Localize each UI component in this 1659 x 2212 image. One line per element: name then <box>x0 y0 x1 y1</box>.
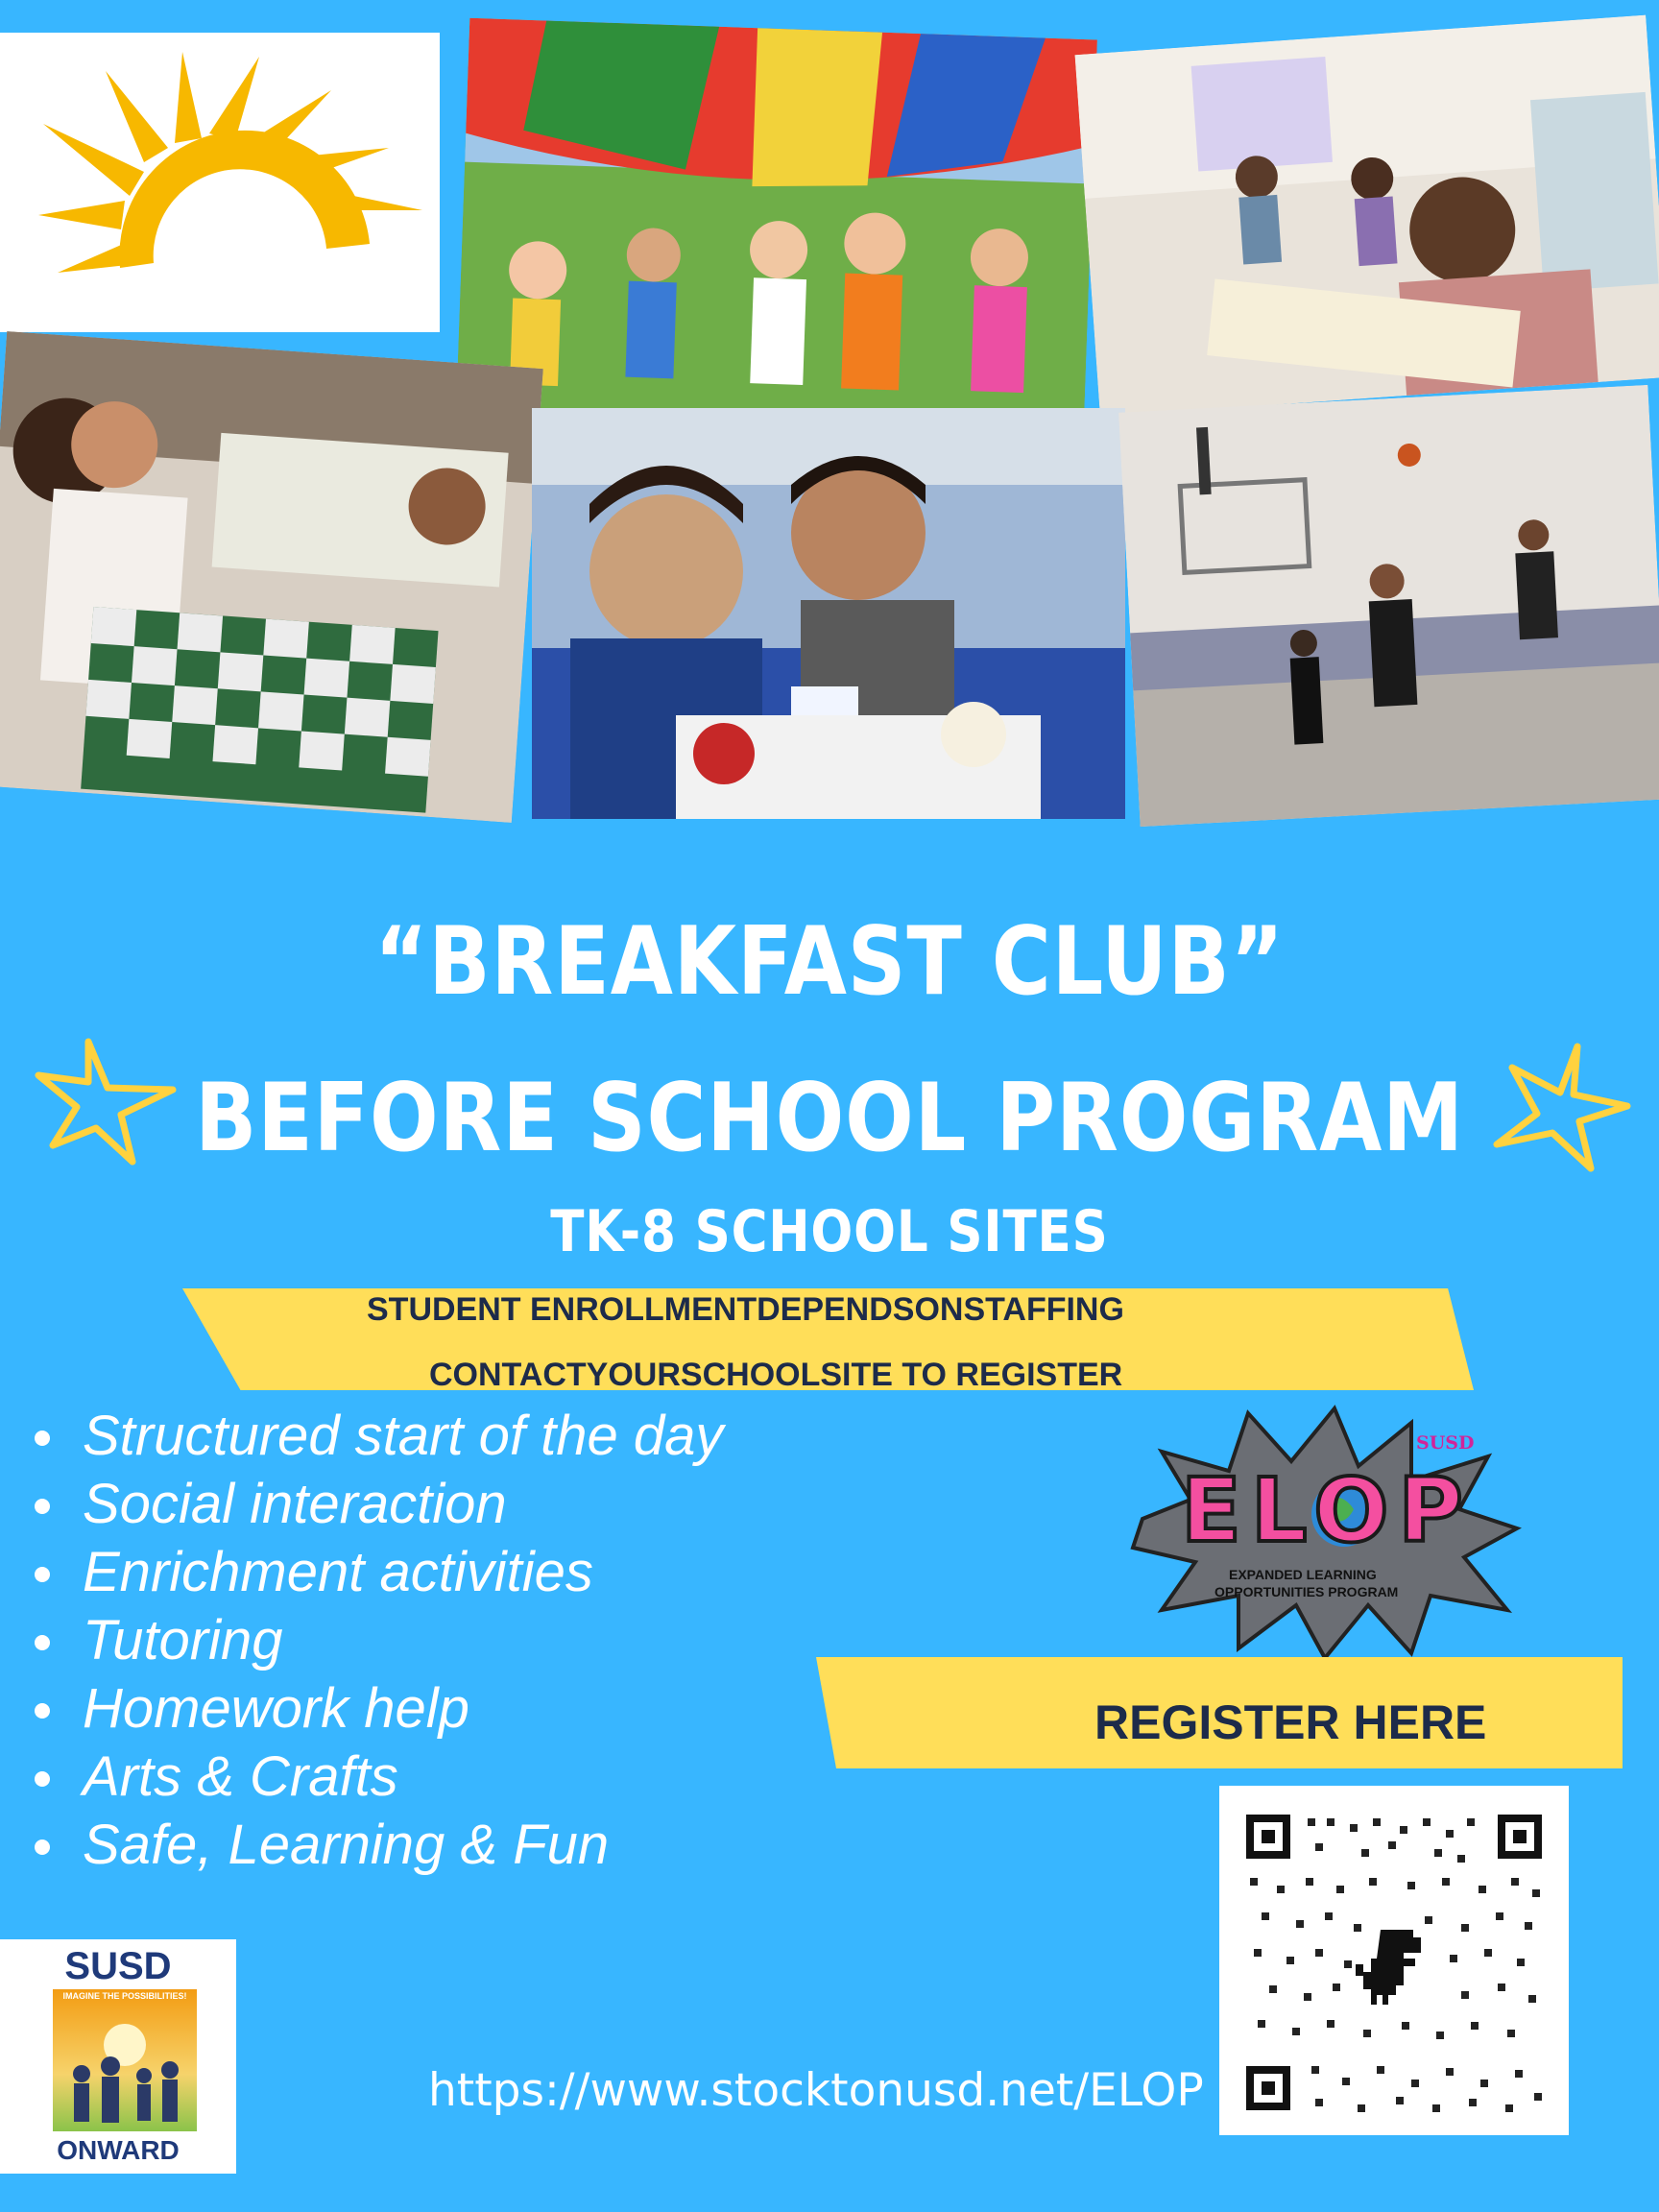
register-note: CONTACTYOURSCHOOLSITE TO REGISTER <box>429 1357 1123 1393</box>
list-item: Safe, Learning & Fun <box>29 1811 723 1879</box>
photo-basketball-gym <box>1118 385 1659 827</box>
photo-chess-club <box>0 331 543 823</box>
list-item: Tutoring <box>29 1606 723 1674</box>
qr-code[interactable] <box>1219 1786 1569 2135</box>
program-title: BEFORE SCHOOL PROGRAM <box>195 1064 1464 1173</box>
susd-logo-tagline: IMAGINE THE POSSIBILITIES! <box>62 1991 187 2001</box>
feature-list <box>29 1402 723 1879</box>
list-item: Structured start of the day <box>29 1402 723 1470</box>
susd-logo-bottom: ONWARD <box>57 2135 180 2165</box>
elop-badge: SUSD <box>1416 1432 1475 1454</box>
list-item: Enrichment activities <box>29 1538 723 1606</box>
qr-code-icon <box>1219 1786 1569 2135</box>
susd-logo-art <box>53 1989 197 2131</box>
program-name: “BREAKFAST CLUB” <box>374 907 1285 1017</box>
enrollment-note: STUDENT ENROLLMENTDEPENDSONSTAFFING <box>367 1291 1124 1328</box>
sun-icon <box>0 33 440 332</box>
school-sites: TK-8 SCHOOL SITES <box>550 1198 1109 1265</box>
list-item: Homework help <box>29 1674 723 1743</box>
elop-letters: ELOP <box>1181 1459 1473 1562</box>
elop-caption: OPPORTUNITIES PROGRAM <box>1214 1584 1399 1599</box>
elop-logo <box>1123 1404 1527 1663</box>
elop-caption: EXPANDED LEARNING <box>1229 1567 1377 1582</box>
register-button[interactable]: REGISTER HERE <box>1094 1695 1487 1749</box>
list-item: Arts & Crafts <box>29 1743 723 1811</box>
photo-breakfast-kids <box>532 408 1125 819</box>
photo-parachute-play <box>456 18 1097 432</box>
sun-logo <box>0 33 440 332</box>
susd-logo-title: SUSD <box>64 1945 172 1987</box>
dinosaur-icon <box>1356 1930 1421 2005</box>
list-item: Social interaction <box>29 1470 723 1538</box>
website-link[interactable]: https://www.stocktonusd.net/ELOP <box>428 2064 1204 2117</box>
susd-logo <box>0 1939 236 2174</box>
photo-reading-student <box>1075 15 1659 418</box>
